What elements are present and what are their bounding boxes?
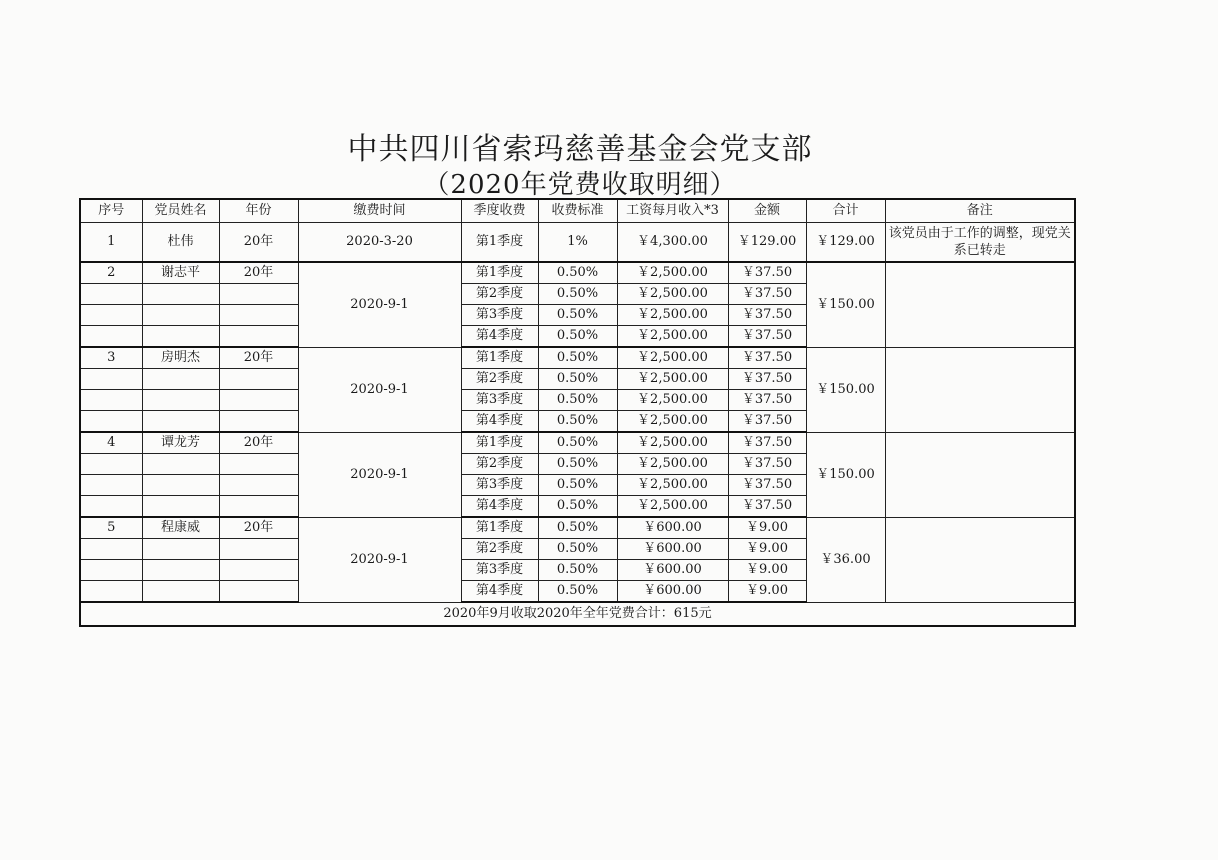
member-name: 谢志平 (142, 262, 219, 284)
empty-cell (80, 539, 142, 560)
header-cell: 工资每月收入*3 (617, 199, 728, 223)
table-row (80, 432, 1075, 454)
total-cell: ￥129.00 (806, 223, 885, 263)
quarter-cell: 第1季度 (461, 223, 538, 263)
note-cell (885, 432, 1075, 517)
total-cell: ￥36.00 (806, 517, 885, 602)
rate-cell: 0.50% (538, 262, 617, 284)
table-row (80, 347, 1075, 369)
fee-table (79, 198, 1076, 627)
quarter-cell: 第4季度 (461, 496, 538, 518)
member-no: 4 (80, 432, 142, 454)
income-cell: ￥2,500.00 (617, 305, 728, 326)
rate-cell: 0.50% (538, 539, 617, 560)
empty-cell (219, 326, 298, 348)
header-cell: 年份 (219, 199, 298, 223)
income-cell: ￥2,500.00 (617, 390, 728, 411)
empty-cell (80, 411, 142, 433)
amount-cell: ￥37.50 (728, 326, 806, 348)
rate-cell: 0.50% (538, 432, 617, 454)
rate-cell: 0.50% (538, 517, 617, 539)
rate-cell: 0.50% (538, 454, 617, 475)
document-title: 中共四川省索玛慈善基金会党支部 (347, 132, 813, 167)
quarter-cell: 第3季度 (461, 475, 538, 496)
empty-cell (80, 305, 142, 326)
rate-cell: 0.50% (538, 369, 617, 390)
empty-cell (142, 326, 219, 348)
member-year: 20年 (219, 432, 298, 454)
empty-cell (80, 454, 142, 475)
amount-cell: ￥37.50 (728, 475, 806, 496)
quarter-cell: 第4季度 (461, 326, 538, 348)
quarter-cell: 第4季度 (461, 411, 538, 433)
amount-cell: ￥9.00 (728, 539, 806, 560)
amount-cell: ￥37.50 (728, 390, 806, 411)
quarter-cell: 第4季度 (461, 581, 538, 603)
payment-date: 2020-3-20 (298, 223, 461, 263)
payment-date: 2020-9-1 (298, 262, 461, 347)
empty-cell (80, 496, 142, 518)
empty-cell (142, 390, 219, 411)
table-row (80, 517, 1075, 539)
rate-cell: 0.50% (538, 305, 617, 326)
income-cell: ￥2,500.00 (617, 411, 728, 433)
empty-cell (142, 581, 219, 603)
rate-cell: 0.50% (538, 581, 617, 603)
income-cell: ￥2,500.00 (617, 262, 728, 284)
header-cell: 备注 (885, 199, 1075, 223)
quarter-cell: 第3季度 (461, 390, 538, 411)
income-cell: ￥2,500.00 (617, 475, 728, 496)
annual-total-summary: 2020年9月收取2020年全年党费合计：615元 (80, 602, 1075, 626)
note-cell (885, 262, 1075, 347)
empty-cell (80, 326, 142, 348)
amount-cell: ￥9.00 (728, 517, 806, 539)
empty-cell (219, 369, 298, 390)
header-cell: 缴费时间 (298, 199, 461, 223)
income-cell: ￥2,500.00 (617, 347, 728, 369)
empty-cell (142, 475, 219, 496)
amount-cell: ￥37.50 (728, 347, 806, 369)
header-cell: 合计 (806, 199, 885, 223)
empty-cell (142, 454, 219, 475)
empty-cell (142, 496, 219, 518)
quarter-cell: 第2季度 (461, 369, 538, 390)
table-header-row (80, 199, 1075, 223)
quarter-cell: 第2季度 (461, 284, 538, 305)
quarter-cell: 第1季度 (461, 262, 538, 284)
member-year: 20年 (219, 223, 298, 263)
quarter-cell: 第3季度 (461, 305, 538, 326)
member-year: 20年 (219, 262, 298, 284)
quarter-cell: 第1季度 (461, 347, 538, 369)
note-cell (885, 347, 1075, 432)
amount-cell: ￥37.50 (728, 411, 806, 433)
rate-cell: 0.50% (538, 284, 617, 305)
empty-cell (80, 475, 142, 496)
member-no: 1 (80, 223, 142, 263)
empty-cell (80, 581, 142, 603)
amount-cell: ￥9.00 (728, 560, 806, 581)
empty-cell (80, 390, 142, 411)
empty-cell (219, 475, 298, 496)
note-cell: 该党员由于工作的调整，现党关系已转走 (885, 223, 1075, 263)
income-cell: ￥4,300.00 (617, 223, 728, 263)
member-no: 2 (80, 262, 142, 284)
table-footer-row (80, 602, 1075, 626)
document-subtitle: （2020年党费收取明细） (423, 170, 737, 200)
header-cell: 季度收费 (461, 199, 538, 223)
total-cell: ￥150.00 (806, 432, 885, 517)
empty-cell (219, 411, 298, 433)
empty-cell (80, 284, 142, 305)
empty-cell (219, 581, 298, 603)
empty-cell (142, 539, 219, 560)
header-cell: 金额 (728, 199, 806, 223)
note-cell (885, 517, 1075, 602)
header-cell: 序号 (80, 199, 142, 223)
empty-cell (142, 305, 219, 326)
rate-cell: 0.50% (538, 496, 617, 518)
header-cell: 党员姓名 (142, 199, 219, 223)
member-name: 杜伟 (142, 223, 219, 263)
member-name: 谭龙芳 (142, 432, 219, 454)
table-row (80, 262, 1075, 284)
total-cell: ￥150.00 (806, 347, 885, 432)
income-cell: ￥600.00 (617, 581, 728, 603)
empty-cell (80, 369, 142, 390)
empty-cell (219, 560, 298, 581)
amount-cell: ￥37.50 (728, 432, 806, 454)
empty-cell (142, 284, 219, 305)
rate-cell: 0.50% (538, 390, 617, 411)
member-no: 5 (80, 517, 142, 539)
income-cell: ￥600.00 (617, 560, 728, 581)
amount-cell: ￥37.50 (728, 262, 806, 284)
member-name: 程康威 (142, 517, 219, 539)
empty-cell (219, 284, 298, 305)
income-cell: ￥2,500.00 (617, 496, 728, 518)
quarter-cell: 第1季度 (461, 517, 538, 539)
empty-cell (219, 496, 298, 518)
total-cell: ￥150.00 (806, 262, 885, 347)
rate-cell: 1% (538, 223, 617, 263)
rate-cell: 0.50% (538, 475, 617, 496)
income-cell: ￥2,500.00 (617, 284, 728, 305)
amount-cell: ￥37.50 (728, 305, 806, 326)
quarter-cell: 第2季度 (461, 539, 538, 560)
income-cell: ￥600.00 (617, 517, 728, 539)
rate-cell: 0.50% (538, 326, 617, 348)
income-cell: ￥2,500.00 (617, 326, 728, 348)
quarter-cell: 第3季度 (461, 560, 538, 581)
empty-cell (219, 539, 298, 560)
empty-cell (142, 369, 219, 390)
amount-cell: ￥37.50 (728, 454, 806, 475)
empty-cell (142, 560, 219, 581)
empty-cell (142, 411, 219, 433)
member-year: 20年 (219, 347, 298, 369)
amount-cell: ￥37.50 (728, 496, 806, 518)
quarter-cell: 第2季度 (461, 454, 538, 475)
amount-cell: ￥129.00 (728, 223, 806, 263)
income-cell: ￥2,500.00 (617, 432, 728, 454)
amount-cell: ￥9.00 (728, 581, 806, 603)
rate-cell: 0.50% (538, 560, 617, 581)
rate-cell: 0.50% (538, 411, 617, 433)
member-no: 3 (80, 347, 142, 369)
table-row (80, 223, 1075, 263)
payment-date: 2020-9-1 (298, 347, 461, 432)
empty-cell (219, 390, 298, 411)
member-name: 房明杰 (142, 347, 219, 369)
header-cell: 收费标准 (538, 199, 617, 223)
empty-cell (219, 454, 298, 475)
payment-date: 2020-9-1 (298, 432, 461, 517)
payment-date: 2020-9-1 (298, 517, 461, 602)
income-cell: ￥2,500.00 (617, 454, 728, 475)
rate-cell: 0.50% (538, 347, 617, 369)
empty-cell (80, 560, 142, 581)
amount-cell: ￥37.50 (728, 369, 806, 390)
quarter-cell: 第1季度 (461, 432, 538, 454)
income-cell: ￥600.00 (617, 539, 728, 560)
amount-cell: ￥37.50 (728, 284, 806, 305)
member-year: 20年 (219, 517, 298, 539)
income-cell: ￥2,500.00 (617, 369, 728, 390)
empty-cell (219, 305, 298, 326)
